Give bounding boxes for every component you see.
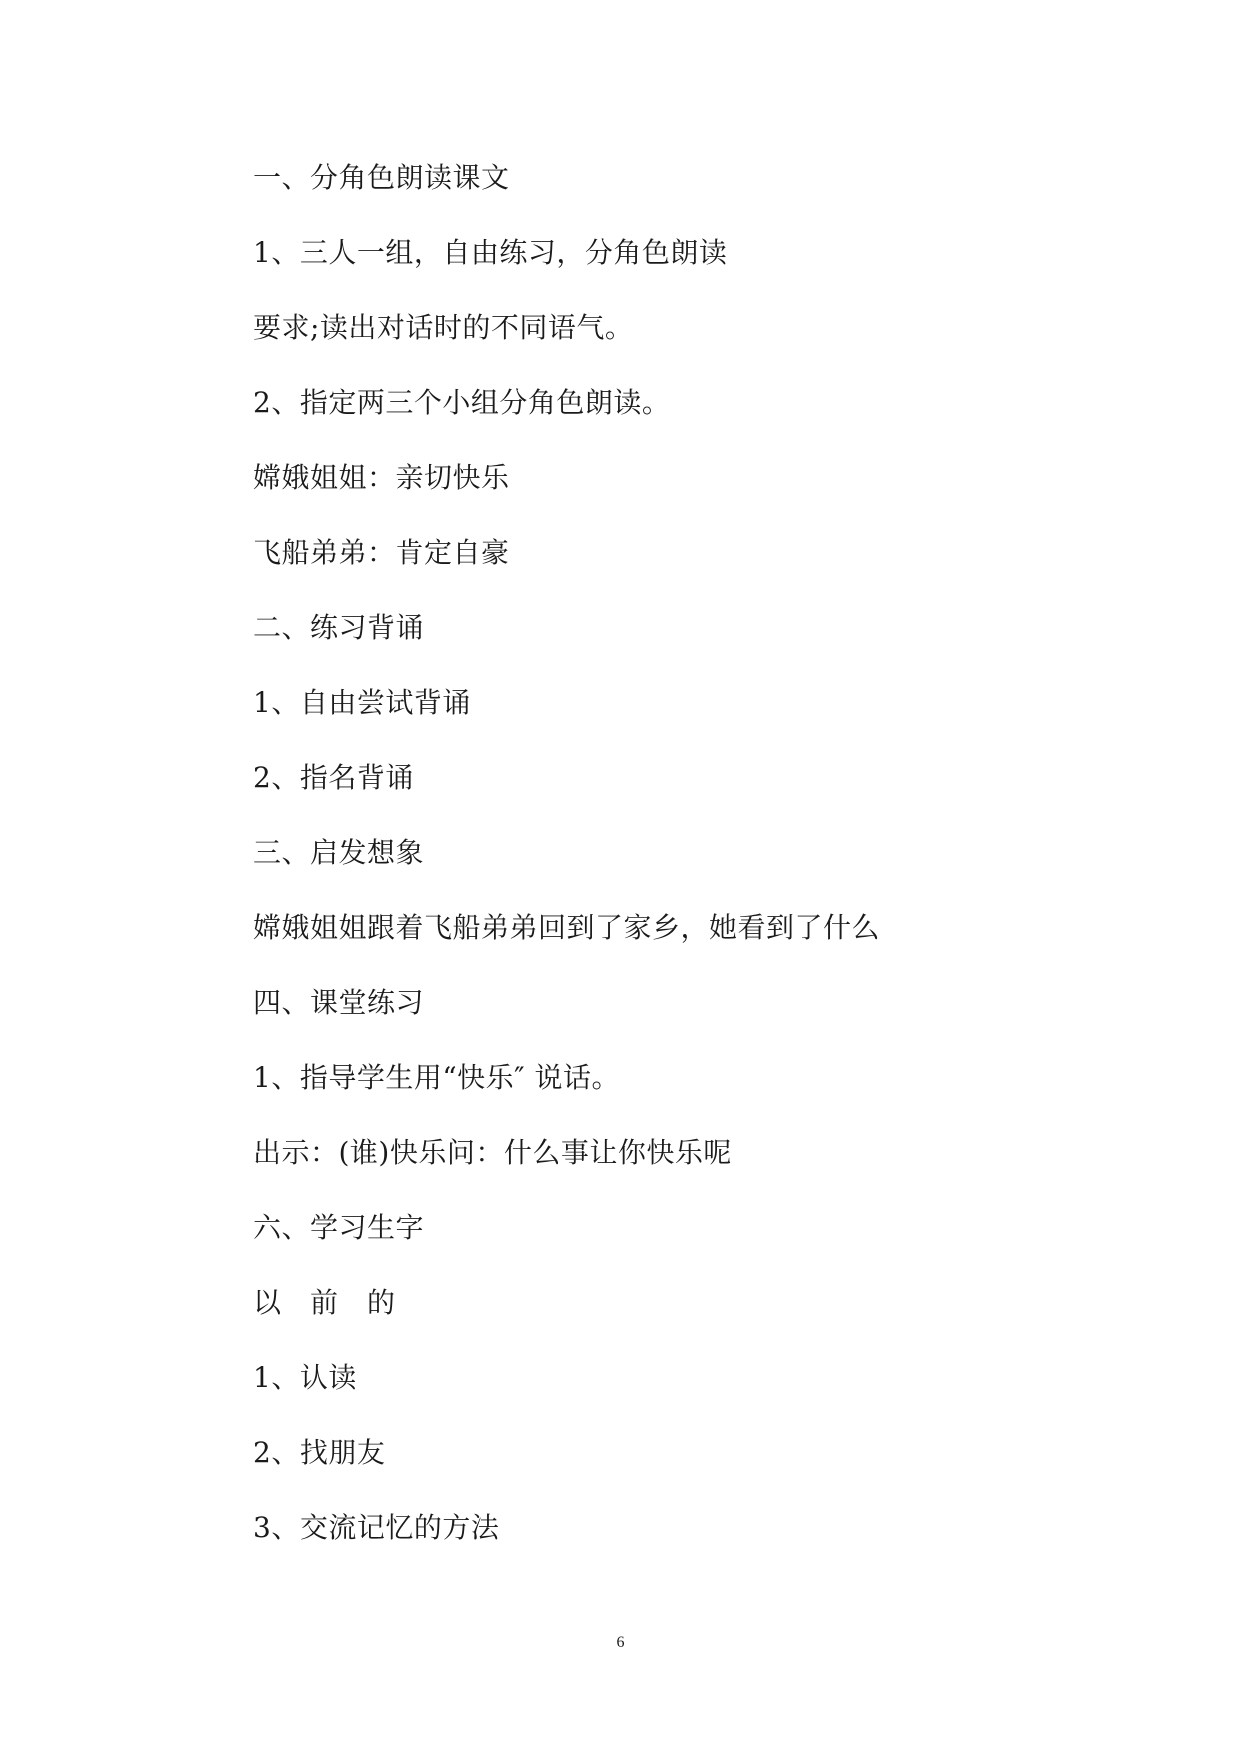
text-line: 以 前 的 bbox=[253, 1286, 396, 1319]
text-line: 飞船弟弟：肯定自豪 bbox=[253, 536, 510, 569]
page-number: 6 bbox=[616, 1634, 625, 1651]
text-line: 嫦娥姐姐：亲切快乐 bbox=[253, 461, 510, 494]
text-line: 出示：(谁)快乐问：什么事让你快乐呢 bbox=[253, 1136, 732, 1169]
heading-imagination: 三、启发想象 bbox=[253, 836, 425, 869]
text-line: 嫦娥姐姐跟着飞船弟弟回到了家乡，她看到了什么 bbox=[253, 911, 881, 944]
text-line: 2、指定两三个小组分角色朗读。 bbox=[253, 386, 671, 419]
heading-class-exercise: 四、课堂练习 bbox=[253, 986, 425, 1019]
text-line: 1、认读 bbox=[253, 1361, 357, 1394]
text-line: 要求;读出对话时的不同语气。 bbox=[253, 311, 634, 344]
text-line: 1、三人一组，自由练习，分角色朗读 bbox=[253, 236, 728, 269]
heading-recitation: 二、练习背诵 bbox=[253, 611, 425, 644]
text-line: 1、指导学生用“快乐″ 说话。 bbox=[253, 1061, 620, 1094]
text-line: 2、指名背诵 bbox=[253, 761, 414, 794]
text-line: 1、自由尝试背诵 bbox=[253, 686, 471, 719]
text-line: 3、交流记忆的方法 bbox=[253, 1511, 500, 1544]
heading-new-characters: 六、学习生字 bbox=[253, 1211, 425, 1244]
heading-role-reading: 一、分角色朗读课文 bbox=[253, 161, 510, 194]
text-line: 2、找朋友 bbox=[253, 1436, 386, 1469]
